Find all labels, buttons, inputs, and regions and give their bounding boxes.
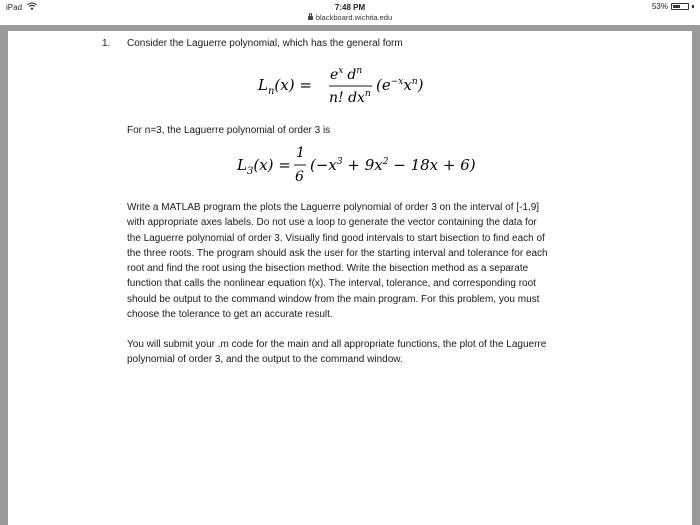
clock-time: 7:48 PM (334, 3, 366, 12)
equation1-rhs: $(e^{-x}x^n)$ (376, 76, 424, 94)
submission-instructions (127, 337, 617, 368)
paragraph-line: choose the tolerance to get an accurate result. (127, 309, 333, 321)
equation2-numerator: 1 (296, 145, 305, 161)
equation2-rhs: $(-x^3 + 9x^2 - 18x + 6)$ (310, 156, 476, 174)
lock-icon (308, 16, 313, 20)
paragraph-line: You will submit your .m code for the main and all appropriate functions, the plot of the Laguerre (127, 339, 547, 350)
battery-percent: 53% (651, 2, 668, 11)
paragraph-line: function that calls the nonlinear equation f(x). The interval, tolerance, and corresponding root (127, 278, 536, 290)
battery-indicator (652, 2, 694, 11)
page-frame-right (692, 25, 700, 525)
device-name: iPad (6, 3, 23, 12)
equation2-denominator: 6 (295, 169, 304, 185)
page-frame-left (0, 25, 8, 525)
battery-icon (671, 3, 689, 10)
equation1-numerator: $e^x$ $d^n$ (330, 66, 363, 83)
paragraph-line: the three roots. The program should ask the user for the starting interval and tolerance for each (127, 247, 548, 259)
order-3-intro: For n=3, the Laguerre polynomial of order 3 is (127, 125, 331, 136)
equation1-denominator: n! $dx^n$ (329, 89, 371, 106)
question-intro: Consider the Laguerre polynomial, which has the general form (127, 38, 403, 49)
status-bar (0, 0, 700, 14)
general-form-equation (258, 62, 448, 122)
battery-tip (692, 5, 694, 8)
url-text: blackboard.wichita.edu (315, 13, 393, 22)
paragraph-line: should be output to the command window from the main program. For this problem, you must (127, 293, 540, 305)
paragraph-line: with appropriate axes labels. Do not use a loop to generate the vector containing the data for (127, 217, 537, 229)
paragraph-line: polynomial of order 3, and the output to the command window. (127, 354, 403, 366)
paragraph-line: root and find the root using the bisection method. Write the bisection method as a separate (127, 263, 529, 275)
equation2-lhs: $L_3(x)$ = (237, 156, 291, 177)
paragraph-line: the Laguerre polynomial of order 3. Visually find good intervals to start bisection to find each of (127, 232, 545, 244)
equation1-lhs: $L_n(x)$ = (258, 76, 312, 97)
question-number: 1. (102, 38, 111, 49)
assignment-instructions (127, 200, 617, 322)
battery-fill (673, 5, 680, 8)
order-3-equation (237, 145, 477, 195)
paragraph-line: Write a MATLAB program the plots the Laguerre polynomial of order 3 on the interval of [-1,9] (127, 202, 540, 213)
